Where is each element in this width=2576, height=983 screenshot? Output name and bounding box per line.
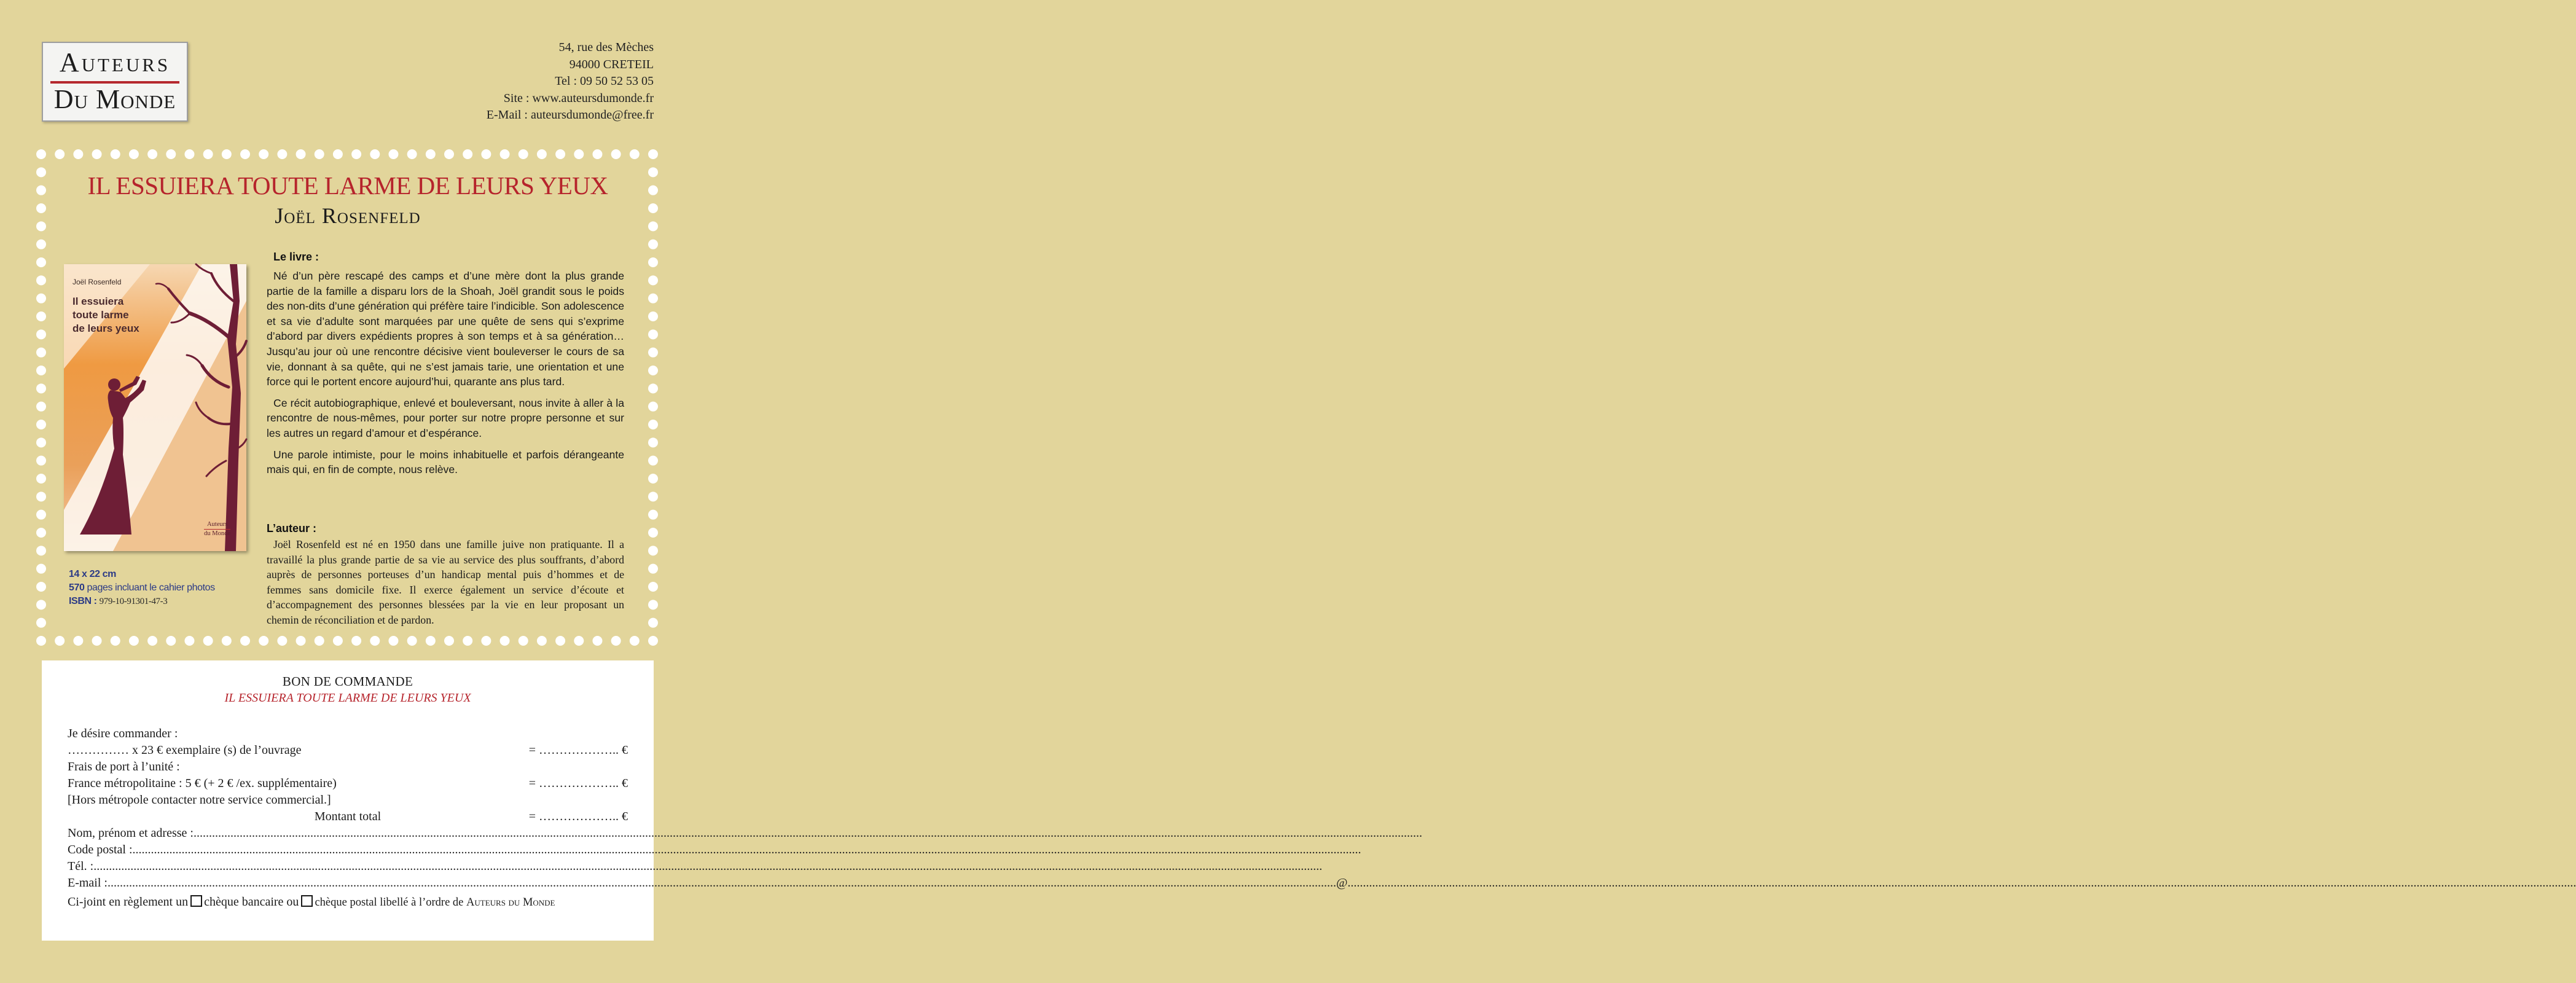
cover-publisher-line-2: du Monde [204,530,230,537]
frame-dot [648,348,658,358]
cover-title [72,295,165,335]
frame-dot [648,456,658,466]
frame-dot [388,149,398,159]
frame-dot [222,149,232,159]
payment-payee: Auteurs du Monde [466,896,555,909]
frame-dot [166,149,176,159]
quantity-label[interactable]: …………… x 23 € exemplaire (s) de l’ouvrage [68,743,302,757]
frame-dot [36,240,46,249]
frame-dot [481,636,491,646]
cover-author: Joël Rosenfeld [72,278,122,286]
frame-dot [611,149,621,159]
frame-dot [36,600,46,609]
livre-paragraph-1: Né d’un père rescapé des camps et d’une mère dont la plus grande partie de la famille a disparu lors de la Shoah, Joël grandit sous le poids des non-dits d’une génération qui préfère taire l’indicible. Son adolescence et sa vie d’adulte sont marquées par une quête de sens qui s’exprime d’abord par divers expédients propres à son temps et à sa génération… Jusqu’au jour où une rencontre décisive vient bouleverser le cours de sa vie, donnant à sa quête, qui ne s’est jamais tarie, une orientation et une force qui le portent encore aujourd’hui, quarante ans plus tard. [267,270,624,388]
order-heading: BON DE COMMANDE [282,674,413,689]
frame-dot [648,257,658,267]
frame-dot [426,636,436,646]
frame-dot [203,636,213,646]
postal-code-label: Code postal : [68,843,133,856]
frame-dot [36,510,46,520]
frame-dot [315,636,324,646]
frame-dot [36,311,46,321]
frame-dot [648,240,658,249]
frame-dot [648,167,658,177]
frame-dot [648,474,658,484]
book-cover [64,264,246,551]
frame-dot [592,149,602,159]
frame-dot [36,564,46,574]
frame-dot [92,149,102,159]
auteur-text: Joël Rosenfeld est né en 1950 dans une famille juive non pratiquante. Il a travaillé la plus grande partie de sa vie au service des plus souffrants, d’abord auprès de personnes porteuses d’un handicap mental puis d’hommes et de femmes sans domicile fixe. Il exerce également un service d’écoute et d’accompagnement des personnes blessées par la vie en leur proposant un chemin de réconciliation et de pardon. [267,538,624,626]
frame-dot [222,636,232,646]
frame-dot [648,437,658,447]
frame-dot [648,600,658,609]
phone-field[interactable] [68,858,1323,875]
frame-dot [36,294,46,304]
frame-dot [648,618,658,628]
postal-cheque-label: chèque postal libellé à l’ordre de [315,896,466,909]
phone-label: Tél. : [68,860,94,873]
book-specs [69,568,215,608]
address-line-2: 94000 CRETEIL [569,57,654,71]
frame-dot [630,149,640,159]
frame-dot [55,636,65,646]
frame-dot [444,636,454,646]
cover-title-line-2: toute larme [72,309,129,321]
book-title: IL ESSUIERA TOUTE LARME DE LEURS YEUX [87,171,608,200]
quantity-amount-field[interactable]: = ……………….. € [528,743,628,757]
order-book-title: IL ESSUIERA TOUTE LARME DE LEURS YEUX [224,691,471,705]
frame-dot [129,149,139,159]
frame-dot [36,329,46,339]
order-intro: Je désire commander : [68,727,178,740]
bank-cheque-label: chèque bancaire ou [204,895,299,909]
cover-title-line-1: Il essuiera [72,296,124,307]
frame-dot [36,636,46,646]
frame-dot [36,221,46,231]
frame-dot [111,636,120,646]
name-address-field[interactable] [68,825,1422,842]
frame-dot [500,636,510,646]
book-format: 14 x 22 cm [69,569,116,579]
frame-dot [166,636,176,646]
total-amount-field[interactable]: = ……………….. € [528,810,628,823]
frame-dot [407,149,417,159]
frame-dot [648,492,658,501]
name-address-dots[interactable]: ................................................................................................................................................................................................................................................................................................................................................................................................................ [193,826,1422,840]
frame-dot [203,149,213,159]
frame-dot [648,329,658,339]
frame-dot [351,149,361,159]
frame-dot [277,149,287,159]
shipping-text: France métropolitaine : 5 € (+ 2 € /ex. supplémentaire) [68,777,337,790]
frame-dot [648,582,658,592]
frame-dot [111,149,120,159]
payment-prefix: Ci-joint en règlement un [68,895,189,909]
email-user-dots[interactable]: ................................................................................................................................................................................................................................................................................................................................................................................................................ [107,876,1336,890]
abroad-note: [Hors métropole contacter notre service commercial.] [68,793,331,807]
frame-dot [36,366,46,375]
shipping-amount-field[interactable]: = ……………….. € [528,777,628,790]
livre-paragraph-3: Une parole intimiste, pour le moins inhabituelle et parfois dérangeante mais qui, en fin de compte, nous relève. [267,448,624,476]
frame-dot [611,636,621,646]
frame-dot [92,636,102,646]
frame-dot [277,636,287,646]
address-line-1: 54, rue des Mèches [558,41,654,54]
frame-dot [36,546,46,555]
frame-dot [296,149,306,159]
frame-dot [333,149,343,159]
frame-dot [444,149,454,159]
frame-dot [537,636,547,646]
frame-dot [36,186,46,195]
frame-dot [648,420,658,429]
postal-code-field[interactable] [68,842,1361,858]
frame-dot [463,149,472,159]
frame-dot [240,149,250,159]
frame-dot [73,149,83,159]
email-field[interactable] [68,875,2576,891]
frame-dot [648,546,658,555]
frame-dot [259,149,268,159]
frame-dot [463,636,472,646]
frame-dot [36,402,46,412]
frame-dot [184,149,194,159]
frame-dot [648,311,658,321]
frame-dot [648,294,658,304]
frame-dot [648,203,658,213]
frame-dot [184,636,194,646]
website: Site : www.auteursdumonde.fr [503,91,654,105]
email-at: @ [1336,876,1348,890]
shipping-line[interactable] [68,775,628,792]
total-line[interactable] [68,809,628,825]
frame-dot [36,149,46,159]
frame-dot [500,149,510,159]
postal-code-dots[interactable]: ................................................................................................................................................................................................................................................................................................................................................................................................................ [132,843,1361,856]
frame-dot [36,275,46,285]
frame-dot [333,636,343,646]
frame-dot [36,348,46,358]
frame-dot [519,636,528,646]
livre-heading: Le livre : [273,251,319,263]
frame-dot [36,203,46,213]
frame-dot [147,149,157,159]
frame-dot [519,149,528,159]
postal-cheque-checkbox[interactable] [301,895,313,907]
bank-cheque-checkbox[interactable] [190,895,202,907]
frame-dot [555,149,565,159]
frame-dot [147,636,157,646]
frame-dot [36,257,46,267]
frame-dot [592,636,602,646]
book-isbn: ISBN : 979-10-91301-47-3 [69,596,168,606]
frame-dot [36,528,46,538]
frame-dot [36,420,46,429]
frame-dot [648,149,658,159]
logo-line-1: Auteurs [59,47,171,77]
livre-text [267,268,624,484]
frame-dot [55,149,65,159]
frame-dot [630,636,640,646]
frame-dot [240,636,250,646]
frame-dot [648,510,658,520]
cover-publisher [204,520,230,538]
frame-dot [36,456,46,466]
cover-publisher-line-1: Auteurs [206,521,228,528]
shipping-label: Frais de port à l’unité : [68,760,180,773]
frame-dot [36,167,46,177]
phone-dots[interactable]: ................................................................................................................................................................................................................................................................................................................................................................................................................ [93,860,1323,873]
auteur-heading: L’auteur : [267,522,317,535]
email-domain-dots[interactable]: ................................................................................................................................................................................................................................................................................................................................................................................................................ [1347,876,2576,890]
frame-dot [370,149,380,159]
frame-dot [648,275,658,285]
frame-dot [574,636,584,646]
frame-dot [351,636,361,646]
frame-dot [648,564,658,574]
frame-dot [259,636,268,646]
frame-dot [648,528,658,538]
frame-dot [36,474,46,484]
frame-dot [537,149,547,159]
frame-dot [36,618,46,628]
frame-dot [370,636,380,646]
frame-dot [648,186,658,195]
payment-line [68,894,628,911]
frame-dot [648,221,658,231]
frame-dot [648,402,658,412]
frame-dot [555,636,565,646]
cover-title-line-3: de leurs yeux [72,323,139,334]
frame-dot [648,383,658,393]
frame-dot [315,149,324,159]
total-label: Montant total [314,810,382,823]
frame-dot [36,383,46,393]
frame-dot [426,149,436,159]
quantity-line[interactable] [68,742,628,759]
book-pages: 570 pages incluant le cahier photos [69,582,215,593]
frame-dot [388,636,398,646]
logo-line-2: Du Monde [53,84,176,114]
email: E-Mail : auteursdumonde@free.fr [486,108,654,122]
frame-dot [648,366,658,375]
frame-dot [129,636,139,646]
frame-dot [407,636,417,646]
phone: Tel : 09 50 52 53 05 [555,74,654,88]
frame-dot [36,492,46,501]
frame-dot [73,636,83,646]
email-label: E-mail : [68,876,108,890]
name-address-label: Nom, prénom et adresse : [68,826,194,840]
frame-dot [574,149,584,159]
book-author: Joël Rosenfeld [275,203,421,228]
frame-dot [296,636,306,646]
order-form [42,660,2576,941]
frame-dot [36,582,46,592]
frame-dot [648,636,658,646]
livre-paragraph-2: Ce récit autobiographique, enlevé et bouleversant, nous invite à aller à la rencontre de nous-mêmes, pour porter sur notre propre personne et sur les autres un regard d’amour et d’espérance. [267,396,624,439]
frame-dot [36,437,46,447]
frame-dot [481,149,491,159]
